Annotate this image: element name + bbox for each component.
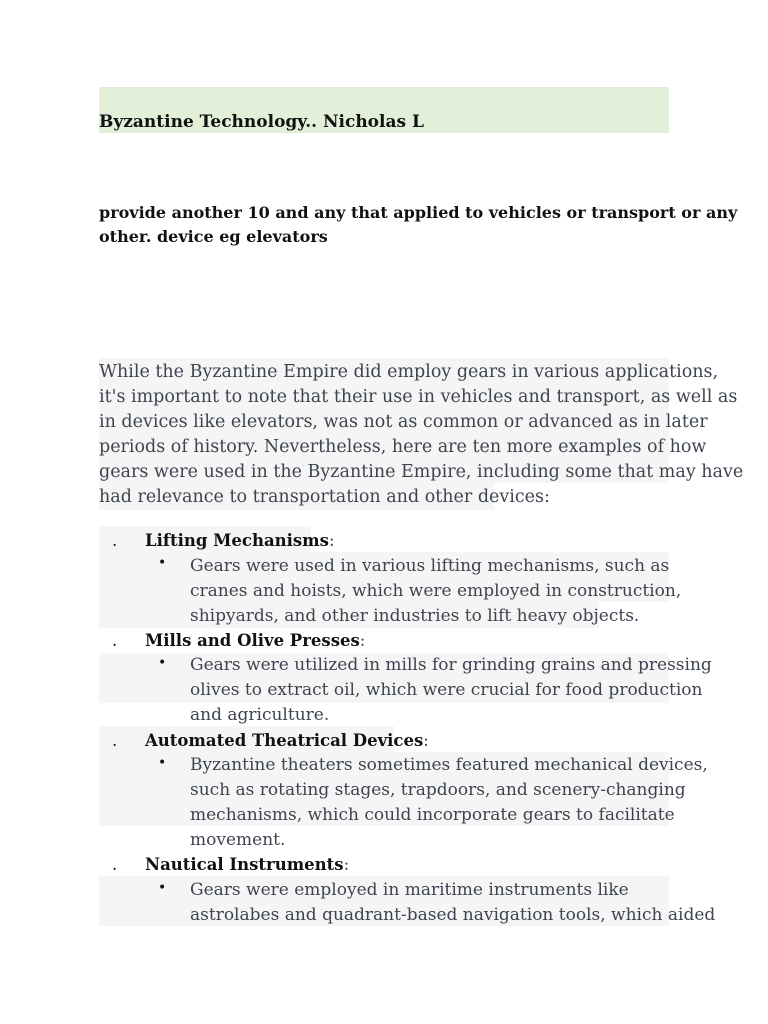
detail-line: Gears were utilized in mills for grinding grains and pressing: [190, 655, 712, 675]
detail-line: astrolabes and quadrant-based navigation tools, which aided: [190, 905, 716, 925]
detail-line: cranes and hoists, which were employed in construction,: [190, 581, 682, 601]
intro-line: While the Byzantine Empire did employ gears in various applications,: [99, 362, 719, 382]
list-item-detail: [190, 653, 712, 728]
item-title-text: Nautical Instruments: [145, 855, 344, 874]
bullet-icon: •: [158, 880, 167, 896]
intro-line: in devices like elevators, was not as common or advanced as in later: [99, 412, 708, 432]
item-title-colon: :: [343, 855, 350, 874]
answer-intro-paragraph: [99, 360, 744, 510]
detail-line: Gears were used in various lifting mechanisms, such as: [190, 556, 670, 576]
detail-line: shipyards, and other industries to lift heavy objects.: [190, 606, 640, 626]
list-marker: .: [112, 531, 118, 550]
document-title: Byzantine Technology.. Nicholas L: [99, 112, 424, 132]
intro-line: gears were used in the Byzantine Empire, including some that may have: [99, 462, 744, 482]
list-marker: .: [112, 631, 118, 650]
detail-line: mechanisms, which could incorporate gears to facilitate: [190, 805, 675, 825]
user-prompt: [99, 201, 738, 248]
list-item-detail: [190, 554, 680, 629]
item-title-colon: :: [359, 631, 366, 650]
detail-line: Gears were employed in maritime instruments like: [190, 880, 629, 900]
prompt-line: other. device eg elevators: [99, 226, 328, 246]
detail-line: movement.: [190, 830, 286, 850]
bullet-icon: •: [158, 655, 167, 671]
intro-line: periods of history. Nevertheless, here are ten more examples of how: [99, 437, 707, 457]
item-title-colon: :: [423, 731, 429, 750]
intro-line: had relevance to transportation and other devices:: [99, 487, 550, 507]
list-marker: .: [112, 855, 118, 874]
list-item-title: [145, 629, 365, 653]
list-marker: .: [112, 731, 118, 750]
item-title-text: Lifting Mechanisms: [145, 531, 329, 550]
item-title-text: Mills and Olive Presses: [145, 631, 360, 650]
bullet-icon: •: [158, 555, 167, 571]
prompt-line: provide another 10 and any that applied to vehicles or transport or any: [99, 203, 738, 222]
list-item-title: [145, 853, 349, 877]
item-title-text: Automated Theatrical Devices: [145, 731, 424, 750]
list-item-detail: [190, 753, 708, 853]
detail-line: Byzantine theaters sometimes featured mechanical devices,: [190, 755, 708, 775]
list-item-detail: [190, 878, 716, 928]
list-item-title: [145, 729, 429, 753]
detail-line: olives to extract oil, which were crucial for food production: [190, 680, 703, 700]
list-item-title: [145, 529, 335, 553]
intro-line: it's important to note that their use in vehicles and transport, as well as: [99, 387, 738, 407]
bullet-icon: •: [158, 755, 167, 771]
item-title-colon: :: [328, 531, 335, 550]
detail-line: such as rotating stages, trapdoors, and scenery-changing: [190, 780, 686, 800]
detail-line: and agriculture.: [190, 705, 330, 725]
